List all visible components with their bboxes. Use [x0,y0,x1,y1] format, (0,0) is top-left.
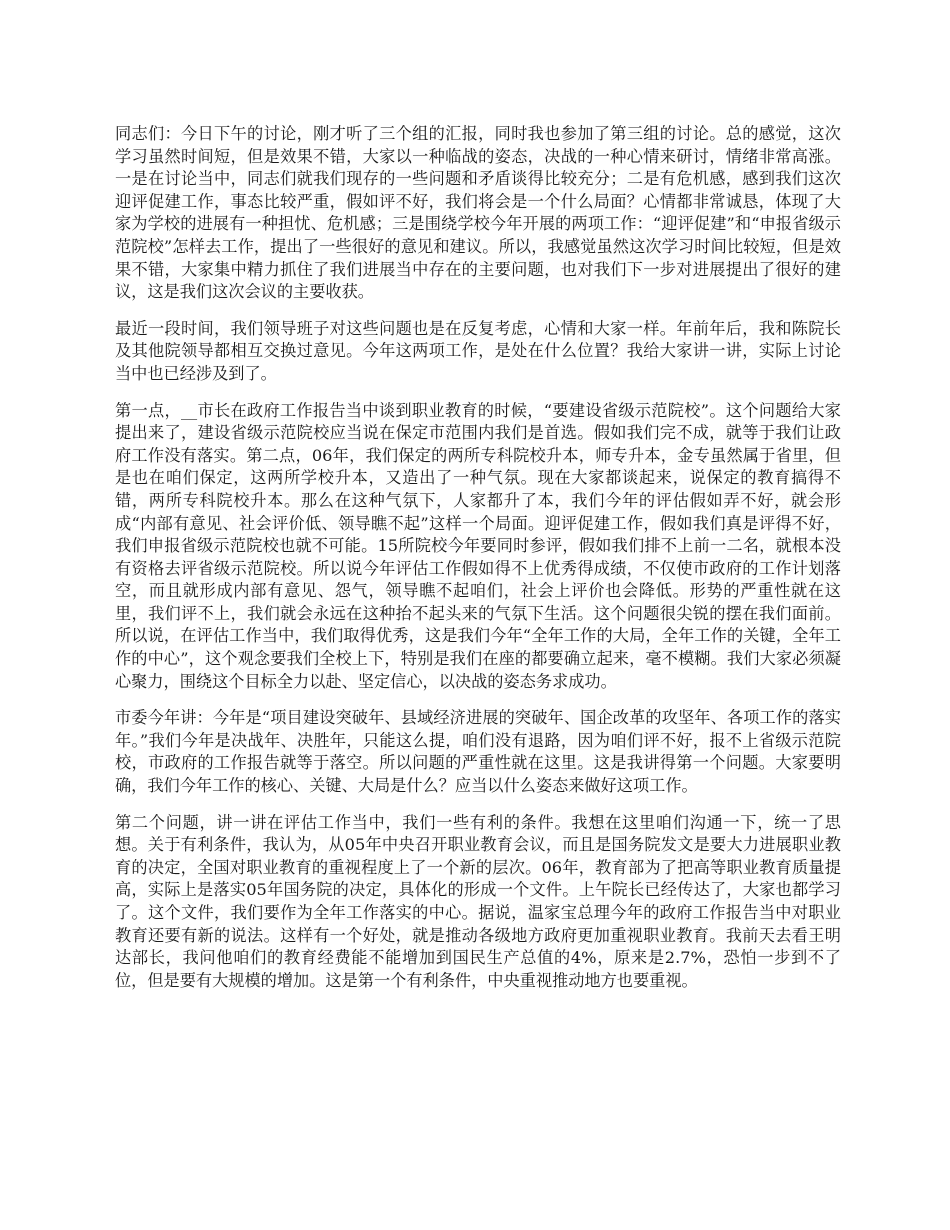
paragraph-3: 第一点，__市长在政府工作报告当中谈到职业教育的时候，“要建设省级示范院校”。这个问题给大家提出来了，建设省级示范院校应当说在保定市范围内我们是首选。假如我们完不成，就等于我们让政府工作没有落实。第二点，06年，我们保定的两所专科院校升本，师专升本，金专虽然属于省里，但是也在咱们保定，这两所学校升本，又造出了一种气氛。现在大家都谈起来，说保定的教育搞得不错，两所专科院校升本。那么在这种气氛下，人家都升了本，我们今年的评估假如弄不好，就会形成“内部有意见、社会评价低、领导瞧不起”这样一个局面。迎评促建工作，假如我们真是评得不好，我们申报省级示范院校也就不可能。15所院校今年要同时参评，假如我们排不上前一二名，就根本没有资格去评省级示范院校。所以说今年评估工作假如得不上优秀得成绩，不仅使市政府的工作计划落空，而且就形成内部有意见、怨气，领导瞧不起咱们，社会上评价也会降低。形势的严重性就在这里，我们评不上，我们就会永远在这种抬不起头来的气氛下生活。这个问题很尖锐的摆在我们面前。所以说，在评估工作当中，我们取得优秀，这是我们今年“全年工作的大局，全年工作的关键，全年工作的中心”，这个观念要我们全校上下，特别是我们在座的都要确立起来，毫不模糊。我们大家必须凝心聚力，围绕这个目标全力以赴、坚定信心，以决战的姿态务求成功。 [115,400,841,691]
paragraph-4: 市委今年讲：今年是“项目建设突破年、县域经济进展的突破年、国企改革的攻坚年、各项工作的落实年。”我们今年是决战年、决胜年，只能这么提，咱们没有退路，因为咱们评不好，报不上省级示范院校，市政府的工作报告就等于落空。所以问题的严重性就在这里。这是我讲得第一个问题。大家要明确，我们今年工作的核心、关键、大局是什么？应当以什么姿态来做好这项工作。 [115,708,841,796]
paragraph-5: 第二个问题，讲一讲在评估工作当中，我们一些有利的条件。我想在这里咱们沟通一下，统一了思想。关于有利条件，我认为，从05年中央召开职业教育会议，而且是国务院发文是要大力进展职业教育的决定，全国对职业教育的重视程度上了一个新的层次。06年，教育部为了把高等职业教育质量提高，实际上是落实05年国务院的决定，具体化的形成一个文件。上午院长已经传达了，大家也都学习了。这个文件，我们要作为全年工作落实的中心。据说，温家宝总理今年的政府工作报告当中对职业教育还要有新的说法。这样有一个好处，就是推动各级地方政府更加重视职业教育。我前天去看王明达部长，我问他咱们的教育经费能不能增加到国民生产总值的4%，原来是2.7%，恐怕一步到不了位，但是要有大规模的增加。这是第一个有利条件，中央重视推动地方也要重视。 [115,812,841,990]
paragraph-1: 同志们：今日下午的讨论，刚才听了三个组的汇报，同时我也参加了第三组的讨论。总的感觉，这次学习虽然时间短，但是效果不错，大家以一种临战的姿态，决战的一种心情来研讨，情绪非常高涨。一是在讨论当中，同志们就我们现存的一些问题和矛盾谈得比较充分；二是有危机感，感到我们这次迎评促建工作，事态比较严重，假如评不好，我们将会是一个什么局面？心情都非常诚恳，体现了大家为学校的进展有一种担忧、危机感；三是围绕学校今年开展的两项工作：“迎评促建”和“申报省级示范院校”怎样去工作，提出了一些很好的意见和建议。所以，我感觉虽然这次学习时间比较短，但是效果不错，大家集中精力抓住了我们进展当中存在的主要问题，也对我们下一步对进展提出了很好的建议，这是我们这次会议的主要收获。 [115,124,841,302]
document-body [115,123,841,1006]
paragraph-2: 最近一段时间，我们领导班子对这些问题也是在反复考虑，心情和大家一样。年前年后，我和陈院长及其他院领导都相互交换过意见。今年这两项工作，是处在什么位置？我给大家讲一讲，实际上讨论当中也已经涉及到了。 [115,318,841,383]
